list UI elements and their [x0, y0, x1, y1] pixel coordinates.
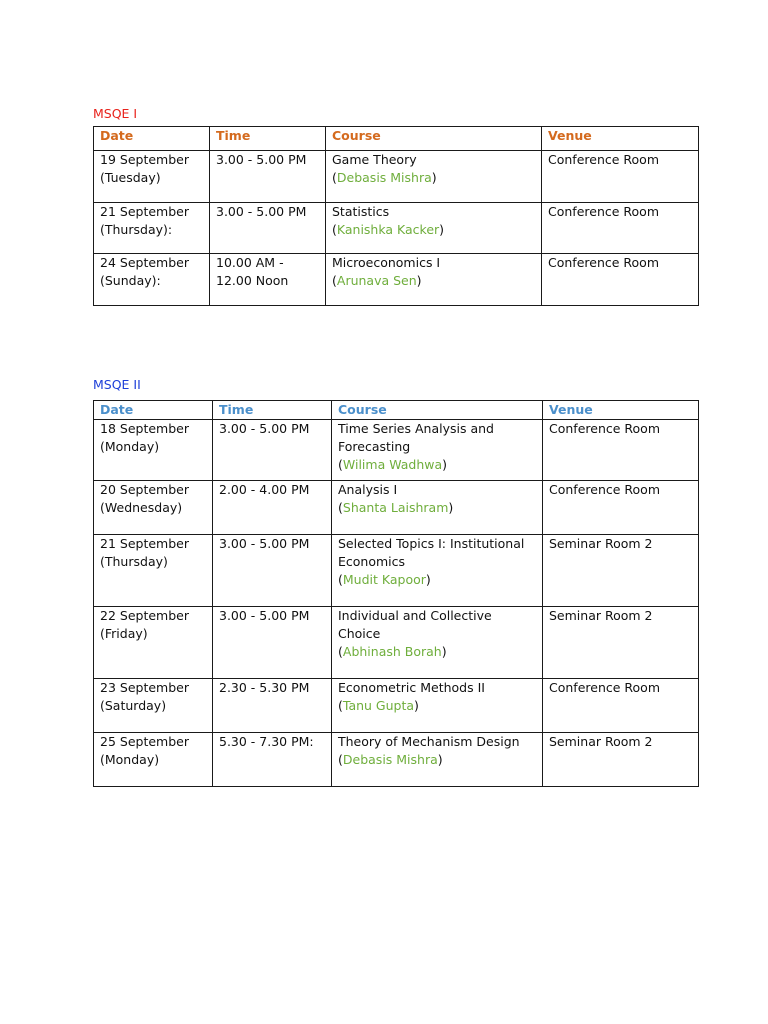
- table-row: [94, 733, 699, 787]
- table-row: [94, 607, 699, 679]
- weekday-text: (Tuesday): [100, 170, 161, 185]
- table-row: [94, 151, 699, 203]
- time-text-line2: 12.00 Noon: [216, 273, 289, 288]
- weekday-text: (Thursday): [100, 554, 168, 569]
- time-text: 3.00 - 5.00 PM: [216, 204, 307, 219]
- table-row: [94, 254, 699, 306]
- course-name: Individual and Collective: [338, 608, 492, 623]
- instructor-name: Mudit Kapoor: [342, 572, 426, 587]
- time-text: 3.00 - 5.00 PM: [216, 152, 307, 167]
- instructor-line: (Abhinash Borah): [338, 644, 447, 659]
- date-cell: [94, 481, 213, 535]
- time-cell: [213, 481, 332, 535]
- table-header-row: [94, 127, 699, 151]
- venue-cell: Seminar Room 2: [543, 607, 699, 679]
- instructor-line: (Shanta Laishram): [338, 500, 454, 515]
- time-text: 2.00 - 4.00 PM: [219, 482, 310, 497]
- instructor-name: Shanta Laishram: [342, 500, 449, 515]
- date-text: 18 September: [100, 421, 189, 436]
- venue-cell: Conference Room: [542, 203, 699, 254]
- date-cell: [94, 607, 213, 679]
- instructor-name: Arunava Sen: [336, 273, 417, 288]
- venue-cell: Conference Room: [543, 679, 699, 733]
- msqe-2-schedule-table: [93, 400, 699, 787]
- date-text: 21 September: [100, 536, 189, 551]
- course-name: Forecasting: [338, 439, 411, 454]
- weekday-text: (Friday): [100, 626, 148, 641]
- instructor-name: Debasis Mishra: [336, 170, 432, 185]
- header-course: Course: [332, 401, 543, 420]
- instructor-line: (Debasis Mishra): [332, 170, 437, 185]
- course-cell: [332, 679, 543, 733]
- course-cell: [326, 254, 542, 306]
- weekday-text: (Thursday):: [100, 222, 173, 237]
- table-row: [94, 535, 699, 607]
- course-cell: [326, 151, 542, 203]
- time-cell: [213, 733, 332, 787]
- instructor-line: (Kanishka Kacker): [332, 222, 445, 237]
- time-cell: [210, 203, 326, 254]
- date-text: 20 September: [100, 482, 189, 497]
- course-name: Microeconomics I: [332, 255, 441, 270]
- header-venue: Venue: [542, 127, 699, 151]
- course-name: Analysis I: [338, 482, 398, 497]
- venue-cell: Conference Room: [542, 254, 699, 306]
- header-course: Course: [326, 127, 542, 151]
- instructor-line: (Tanu Gupta): [338, 698, 419, 713]
- time-text: 2.30 - 5.30 PM: [219, 680, 310, 695]
- date-text: 22 September: [100, 608, 189, 623]
- date-cell: [94, 420, 213, 481]
- date-cell: [94, 733, 213, 787]
- instructor-name: Kanishka Kacker: [336, 222, 440, 237]
- date-text: 25 September: [100, 734, 189, 749]
- course-name: Econometric Methods II: [338, 680, 485, 695]
- weekday-text: (Wednesday): [100, 500, 183, 515]
- date-cell: [94, 151, 210, 203]
- venue-cell: Conference Room: [543, 481, 699, 535]
- course-cell: [326, 203, 542, 254]
- course-name: Economics: [338, 554, 406, 569]
- time-text: 10.00 AM -: [216, 255, 284, 270]
- course-cell: [332, 607, 543, 679]
- table-row: [94, 203, 699, 254]
- course-cell: [332, 733, 543, 787]
- date-text: 24 September: [100, 255, 189, 270]
- instructor-line: (Wilima Wadhwa): [338, 457, 448, 472]
- msqe-1-schedule-table: [93, 126, 699, 306]
- time-text: 3.00 - 5.00 PM: [219, 536, 310, 551]
- instructor-line: (Debasis Mishra): [338, 752, 443, 767]
- course-cell: [332, 481, 543, 535]
- header-time: Time: [213, 401, 332, 420]
- header-time: Time: [210, 127, 326, 151]
- instructor-line: (Mudit Kapoor): [338, 572, 431, 587]
- time-text: 5.30 - 7.30 PM:: [219, 734, 314, 749]
- date-cell: [94, 679, 213, 733]
- weekday-text: (Sunday):: [100, 273, 161, 288]
- date-cell: [94, 203, 210, 254]
- instructor-name: Tanu Gupta: [342, 698, 415, 713]
- table-row: [94, 481, 699, 535]
- time-cell: [213, 607, 332, 679]
- table-row: [94, 679, 699, 733]
- time-cell: [210, 254, 326, 306]
- weekday-text: (Saturday): [100, 698, 167, 713]
- course-cell: [332, 535, 543, 607]
- time-cell: [213, 420, 332, 481]
- venue-cell: Seminar Room 2: [543, 535, 699, 607]
- table-header-row: [94, 401, 699, 420]
- time-cell: [213, 679, 332, 733]
- course-name: Statistics: [332, 204, 390, 219]
- venue-cell: Conference Room: [543, 420, 699, 481]
- venue-cell: Conference Room: [542, 151, 699, 203]
- instructor-name: Abhinash Borah: [342, 644, 442, 659]
- header-date: Date: [94, 401, 213, 420]
- course-name: Theory of Mechanism Design: [338, 734, 520, 749]
- venue-cell: Seminar Room 2: [543, 733, 699, 787]
- course-cell: [332, 420, 543, 481]
- time-cell: [210, 151, 326, 203]
- time-text: 3.00 - 5.00 PM: [219, 421, 310, 436]
- msqe-2-section-title: MSQE II: [93, 377, 141, 392]
- time-cell: [213, 535, 332, 607]
- date-text: 19 September: [100, 152, 189, 167]
- instructor-name: Debasis Mishra: [342, 752, 438, 767]
- date-text: 23 September: [100, 680, 189, 695]
- instructor-name: Wilima Wadhwa: [342, 457, 443, 472]
- header-date: Date: [94, 127, 210, 151]
- date-text: 21 September: [100, 204, 189, 219]
- weekday-text: (Monday): [100, 439, 160, 454]
- weekday-text: (Monday): [100, 752, 160, 767]
- time-text: 3.00 - 5.00 PM: [219, 608, 310, 623]
- msqe-1-section-title: MSQE I: [93, 106, 138, 121]
- header-venue: Venue: [543, 401, 699, 420]
- course-name: Game Theory: [332, 152, 417, 167]
- course-name: Time Series Analysis and: [338, 421, 494, 436]
- course-name: Choice: [338, 626, 381, 641]
- table-row: [94, 420, 699, 481]
- course-name: Selected Topics I: Institutional: [338, 536, 525, 551]
- date-cell: [94, 535, 213, 607]
- date-cell: [94, 254, 210, 306]
- instructor-line: (Arunava Sen): [332, 273, 422, 288]
